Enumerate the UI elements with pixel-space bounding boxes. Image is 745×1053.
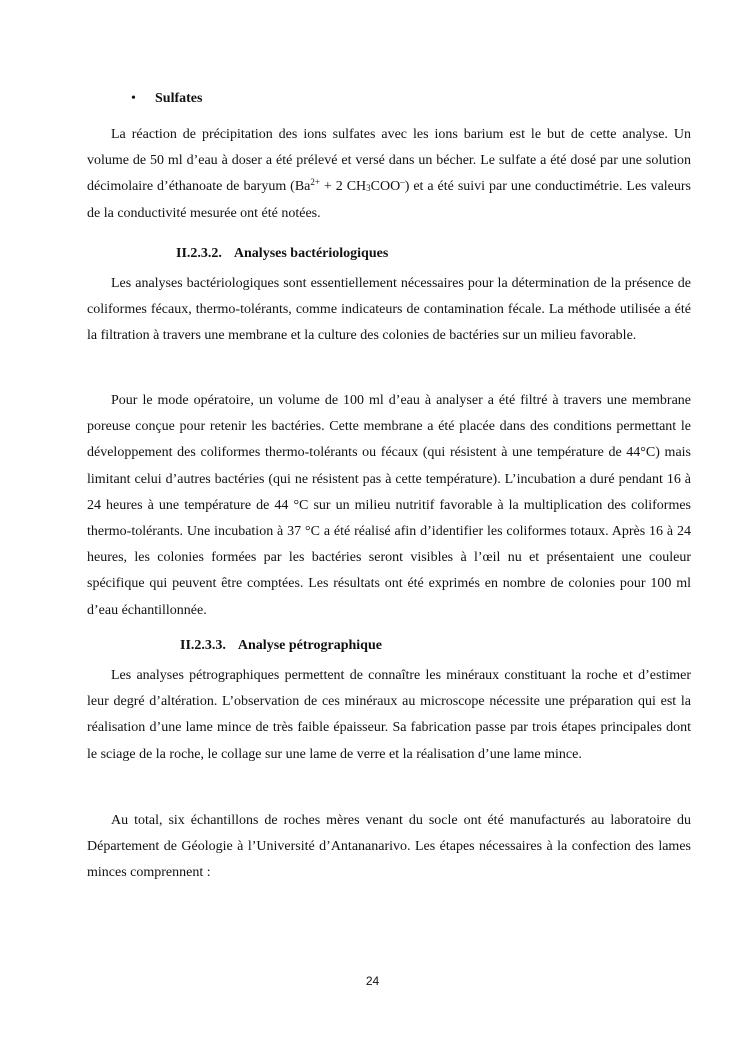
barium-charge: 2+ — [310, 177, 320, 188]
sulfates-paragraph — [87, 122, 691, 227]
section-title: Analyses bactériologiques — [233, 246, 389, 261]
petro-paragraph-1: Les analyses pétrographiques permettent de connaître les minéraux constituant la roche et d’estimer leur degré d’altération. L’observation de ces minéraux au microscope nécessite une préparation qui est la réalisation d’une lame mince de très faible épaisseur. Sa fabrication passe par trois étapes principales dont le sciage de la roche, le collage sur une lame de verre et la réalisation d’une lame mince. — [87, 668, 691, 762]
bacterio-paragraph-1: Les analyses bactériologiques sont essentiellement nécessaires pour la détermination de la présence de coliformes fécaux, thermo-tolérants, comme indicateurs de contamination fécale. La méthode utilisée a été la filtration à travers une membrane et la culture des colonies de bactéries sur un milieu favorable. — [87, 276, 691, 344]
sulfates-heading — [131, 89, 202, 109]
ch3-index: 3 — [366, 183, 371, 194]
section-title: Analyse pétrographique — [237, 638, 382, 653]
petro-paragraph-2: Au total, six échantillons de roches mères venant du socle ont été manufacturés au laboratoire du Département de Géologie à l’Université d’Antananarivo. Les étapes nécessaires à la confection des lames minces comprennent : — [87, 813, 691, 881]
bacterio-paragraph-2: Pour le mode opératoire, un volume de 100 ml d’eau à analyser a été filtré à travers une membrane poreuse conçue pour retenir les bactéries. Cette membrane a été placée dans des conditions permettant le développement des coliformes thermo-tolérants ou fécaux (qui résistent à une température de 44°C) mais limitant celui d’autres bactéries (qui ne résistent pas à cette température). L’incubation a duré pendant 16 à 24 heures à une température de 44 °C sur un milieu nutritif favorable à la multiplication des coliformes thermo-tolérants. Une incubation à 37 °C a été réalisé afin d’identifier les coliformes totaux. Après 16 à 24 heures, les colonies formées par les bactéries seront visibles à l’œil nu et présentaient une couleur spécifique qui peuvent être comptées. Les résultats ont été exprimés en nombre de colonies pour 100 ml d’eau échantillonnée. — [87, 393, 691, 618]
bullet-icon: • — [131, 91, 136, 106]
acetate-text: COO — [370, 179, 401, 195]
section-number: II.2.3.2. — [176, 246, 222, 261]
plus-two-text: + 2 CH — [319, 179, 367, 195]
sulfates-text-part1: La réaction de précipitation des ions sulfates avec les ions barium est le but de cette analyse. Un volume de 50 ml d’eau à doser a été prélevé et versé dans un bécher. Le sulfate a été dosé par une solution décimolaire d’éthanoate de baryum (Ba — [87, 127, 691, 195]
acetate-charge: – — [400, 177, 405, 188]
sulfates-text-part2: ) et a été suivi par une conductimétrie. Les valeurs de la conductivité mesurée ont été notées. — [87, 179, 691, 221]
page-number: 24 — [365, 974, 380, 988]
section-number: II.2.3.3. — [180, 638, 226, 653]
section-heading-petrographic — [180, 636, 382, 656]
section-heading-bacteriological — [176, 244, 388, 264]
sulfates-title: Sulfates — [155, 91, 203, 106]
